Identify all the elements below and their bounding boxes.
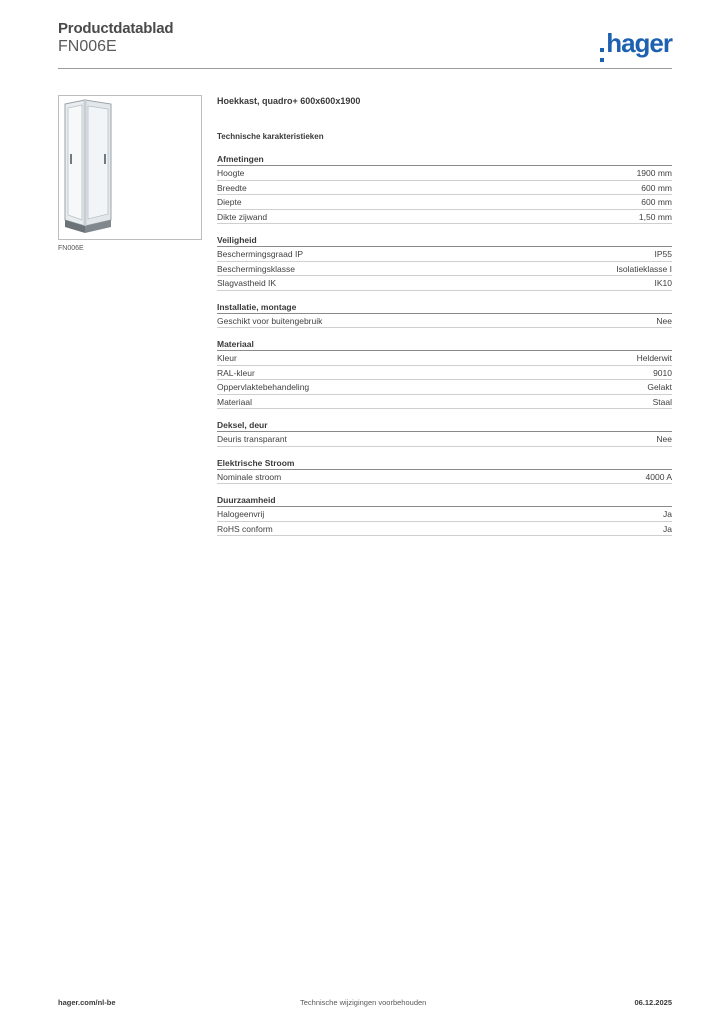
spec-row xyxy=(217,276,672,291)
spec-row xyxy=(217,470,672,485)
spec-value: IK10 xyxy=(654,278,672,288)
footer-note: Technische wijzigingen voorbehouden xyxy=(300,998,427,1007)
spec-value: Ja xyxy=(663,523,672,534)
spec-value: Nee xyxy=(656,315,672,326)
spec-value: Isolatieklasse I xyxy=(616,263,672,274)
spec-label: Breedte xyxy=(217,182,247,193)
logo-mark-icon xyxy=(600,48,604,62)
section-title: Installatie, montage xyxy=(217,301,672,314)
spec-label: Kleur xyxy=(217,353,237,363)
spec-row xyxy=(217,195,672,210)
spec-label: RAL-kleur xyxy=(217,367,255,378)
cabinet-icon xyxy=(59,96,201,239)
spec-row xyxy=(217,507,672,522)
product-image-frame xyxy=(58,95,202,240)
spec-row xyxy=(217,314,672,329)
spec-label: Halogeenvrij xyxy=(217,509,265,519)
spec-row xyxy=(217,351,672,366)
spec-row xyxy=(217,522,672,537)
footer-date: 06.12.2025 xyxy=(634,998,672,1007)
section-title: Afmetingen xyxy=(217,153,672,166)
spec-row xyxy=(217,432,672,447)
image-caption: FN006E xyxy=(58,245,84,252)
spec-label: Dikte zijwand xyxy=(217,211,268,222)
spec-row xyxy=(217,247,672,262)
spec-value: Helderwit xyxy=(636,353,672,363)
spec-row xyxy=(217,210,672,225)
product-code: FN006E xyxy=(58,38,117,55)
spec-section-materiaal xyxy=(217,338,672,409)
spec-value: Ja xyxy=(663,509,672,519)
spec-label: Materiaal xyxy=(217,396,252,407)
spec-section-veiligheid xyxy=(217,234,672,291)
spec-value: Gelakt xyxy=(647,382,672,392)
spec-label: Slagvastheid IK xyxy=(217,278,277,288)
spec-section-elektrische-stroom xyxy=(217,457,672,485)
section-title: Materiaal xyxy=(217,338,672,351)
page-header xyxy=(58,20,672,70)
spec-value: IP55 xyxy=(654,249,672,259)
spec-label: Diepte xyxy=(217,197,242,207)
spec-label: Beschermingsgraad IP xyxy=(217,249,303,259)
spec-row xyxy=(217,262,672,277)
spec-value: 600 mm xyxy=(641,197,672,207)
hager-logo xyxy=(600,28,672,62)
spec-value: 1,50 mm xyxy=(638,211,672,222)
spec-label: Beschermingsklasse xyxy=(217,263,295,274)
spec-row xyxy=(217,181,672,196)
spec-section-afmetingen xyxy=(217,153,672,224)
tech-heading: Technische karakteristieken xyxy=(217,132,324,141)
spec-section-duurzaamheid xyxy=(217,494,672,536)
spec-value: 9010 xyxy=(653,367,672,378)
spec-label: Hoogte xyxy=(217,168,245,178)
logo-text: hager xyxy=(606,28,672,58)
spec-label: Oppervlaktebehandeling xyxy=(217,382,310,392)
spec-value: 4000 A xyxy=(645,471,672,482)
spec-value: Nee xyxy=(656,434,672,444)
product-name: Hoekkast, quadro+ 600x600x1900 xyxy=(217,96,361,106)
section-title: Veiligheid xyxy=(217,234,672,247)
header-divider xyxy=(58,68,672,69)
section-title: Deksel, deur xyxy=(217,419,672,432)
spec-label: Nominale stroom xyxy=(217,471,282,482)
section-title: Elektrische Stroom xyxy=(217,457,672,470)
footer-site-link[interactable]: hager.com/nl-be xyxy=(58,998,116,1007)
spec-row xyxy=(217,166,672,181)
spec-row xyxy=(217,366,672,381)
spec-label: RoHS conform xyxy=(217,523,273,534)
spec-row xyxy=(217,395,672,410)
section-title: Duurzaamheid xyxy=(217,494,672,507)
spec-value: 600 mm xyxy=(641,182,672,193)
spec-row xyxy=(217,380,672,395)
spec-content xyxy=(217,96,672,536)
spec-section-installatie xyxy=(217,301,672,329)
document-title: Productdatablad xyxy=(58,20,174,37)
spec-label: Deuris transparant xyxy=(217,434,287,444)
spec-value: 1900 mm xyxy=(636,168,672,178)
page-footer xyxy=(58,998,672,1007)
spec-value: Staal xyxy=(652,396,672,407)
spec-label: Geschikt voor buitengebruik xyxy=(217,315,323,326)
spec-section-deksel-deur xyxy=(217,419,672,447)
